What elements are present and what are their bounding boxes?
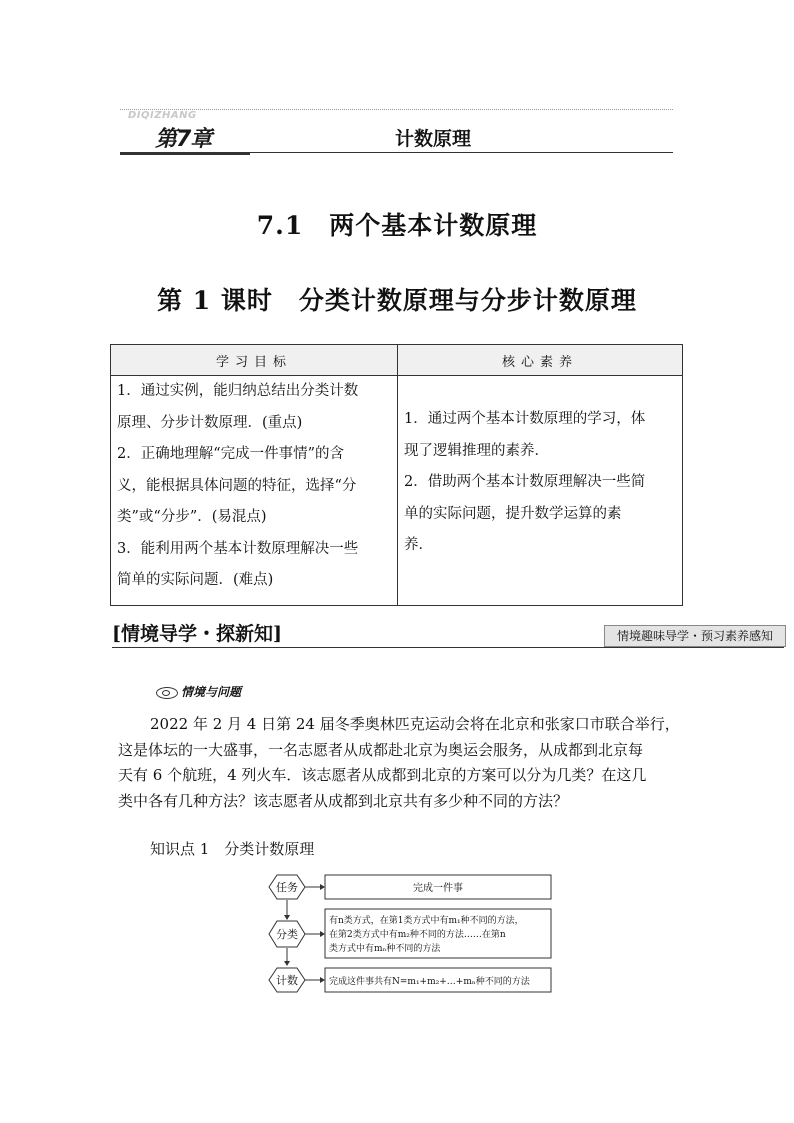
situation-heading: [156, 683, 241, 700]
lesson-title: 第 1 课时 分类计数原理与分步计数原理: [157, 286, 637, 315]
situation-heading-text: 情境与问题: [181, 685, 242, 699]
header-dotted-rule: [120, 109, 673, 110]
classify-box-line: 类方式中有mₙ种不同的方法: [329, 944, 441, 954]
arrow-classify: [320, 931, 325, 937]
chapter-pinyin: DIQIZHANG: [128, 110, 197, 121]
objectives-table: [110, 344, 683, 606]
competency-line: 现了逻辑推理的素养．: [404, 442, 549, 459]
objective-line: 3．能利用两个基本计数原理解决一些: [117, 540, 359, 557]
chapter-title: 计数原理: [395, 128, 472, 150]
node-classify-label: 分类: [276, 928, 298, 941]
arrow-task-classify: [284, 915, 290, 920]
task-box-text: 完成一件事: [413, 883, 463, 894]
count-box-text: 完成这件事共有N=m₁+m₂+…+mₙ种不同的方法: [329, 977, 530, 987]
objectives-header: 学习目标: [111, 345, 398, 376]
competency-line: 1．通过两个基本计数原理的学习，体: [404, 411, 646, 427]
paragraph-line: 2022 年 2 月 4 日第 24 届冬季奥林匹克运动会将在北京和张家口市联合举行，: [150, 715, 680, 733]
objective-line: 原理、分步计数原理．(重点): [117, 414, 303, 431]
competency-line: 养．: [404, 537, 433, 553]
chapter-label: 第7章: [155, 127, 212, 152]
paragraph-line: 类中各有几种方法？该志愿者从成都到北京共有多少种不同的方法？: [118, 791, 569, 810]
arrow-count: [320, 977, 325, 983]
section-title: 7.1 两个基本计数原理: [256, 211, 538, 240]
paragraph-line: 天有 6 个航班，4 列火车．该志愿者从成都到北京的方案可以分为几类？在这几: [118, 766, 647, 784]
objectives-cell: [111, 376, 398, 606]
situation-paragraph: [118, 712, 678, 814]
competencies-cell: [398, 376, 683, 606]
section-banner-title: [情境导学・探新知]: [112, 623, 282, 645]
arrow-task: [320, 884, 325, 890]
classification-principle-flowchart: [265, 870, 557, 1000]
classify-box-line: 有n类方式，在第1类方式中有m₁种不同的方法，: [329, 916, 524, 926]
knowledge-point-heading: 知识点 1 分类计数原理: [150, 840, 315, 858]
arrow-classify-count: [284, 961, 290, 966]
objective-line: 1．通过实例，能归纳总结出分类计数: [117, 383, 359, 399]
section-banner-rule: [112, 647, 784, 648]
objective-line: 义，能根据具体问题的特征，选择“分: [117, 477, 357, 494]
node-count-label: 计数: [276, 974, 298, 987]
section-banner-tag: 情境趣味导学・预习素养感知: [604, 625, 786, 647]
competency-line: 单的实际问题，提升数学运算的素: [404, 505, 622, 522]
competencies-header: 核心素养: [398, 345, 683, 376]
classify-box-line: 在第2类方式中有m₂种不同的方法……在第n: [329, 930, 506, 940]
paragraph-line: 这是体坛的一大盛事，一名志愿者从成都赴北京为奥运会服务，从成都到北京每: [118, 740, 644, 759]
competency-line: 2．借助两个基本计数原理解决一些简: [404, 474, 646, 490]
objective-line: 简单的实际问题．(难点): [117, 572, 274, 588]
header-rule-accent: [120, 152, 250, 155]
situation-icon: [156, 687, 178, 699]
objective-line: 类”或“分步”．(易混点): [117, 509, 267, 525]
objective-line: 2．正确地理解“完成一件事情”的含: [117, 446, 345, 462]
node-task-label: 任务: [276, 881, 298, 894]
